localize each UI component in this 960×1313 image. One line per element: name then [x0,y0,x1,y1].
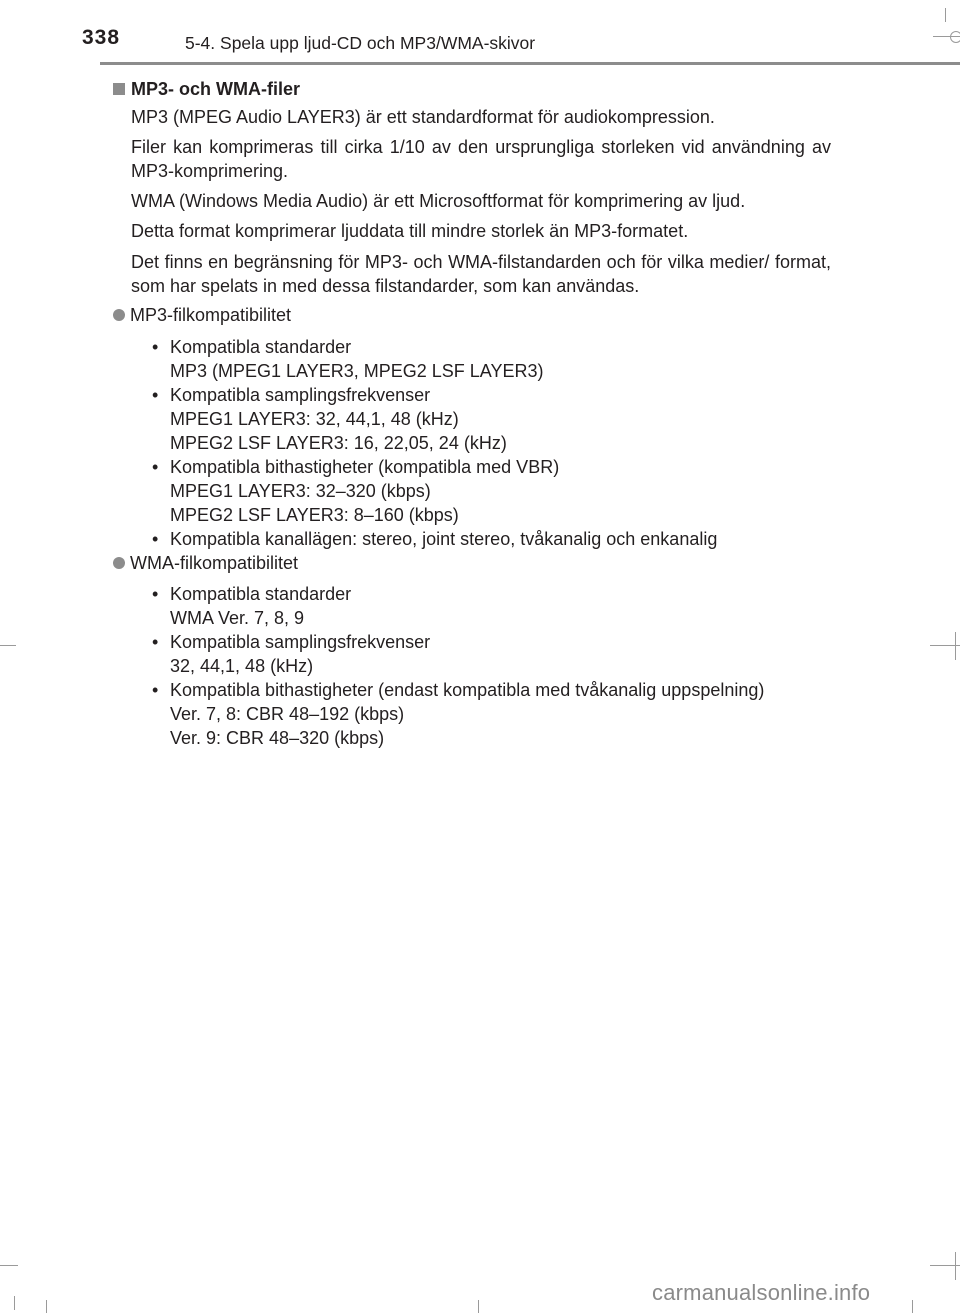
crop-mark [14,1296,15,1310]
list-item [152,678,852,750]
page-header [0,0,960,70]
bullet-dot-icon: • [152,385,159,405]
paragraph-wma-format: Detta format komprimerar ljuddata till mindre storlek än MP3-formatet. [131,221,689,241]
wma-compat-heading [113,551,298,575]
crop-mark [46,1300,47,1313]
list-item [152,630,852,678]
crop-mark [945,8,946,22]
list-item [152,383,852,455]
mp3-compat-list [152,335,852,551]
wma-compat-heading-text: WMA-filkompatibilitet [130,553,299,573]
square-bullet-icon [113,83,125,95]
bullet-dot-icon: • [152,680,159,700]
list-item [152,582,852,630]
bullet-dot-icon: • [152,632,159,652]
list-item-detail: MPEG2 LSF LAYER3: 16, 22,05, 24 (kHz) [170,433,507,453]
list-item-detail: MPEG1 LAYER3: 32–320 (kbps) [170,481,431,501]
crop-mark [912,1300,913,1313]
bullet-dot-icon: • [152,337,159,357]
list-item-detail: 32, 44,1, 48 (kHz) [170,656,314,676]
paragraph-compression: Filer kan komprimeras till cirka 1/10 av den ursprungliga storleken vid användning av MP3-komprimering. [131,137,831,181]
mp3-compat-heading-text: MP3-filkompatibilitet [130,305,292,325]
crop-mark [955,632,956,660]
chapter-title: 5-4. Spela upp ljud-CD och MP3/WMA-skivor [185,33,536,53]
header-rule [100,62,960,65]
list-item-label: Kompatibla standarder [170,584,352,604]
list-item-detail: MPEG2 LSF LAYER3: 8–160 (kbps) [170,505,459,525]
list-item-label: Kompatibla standarder [170,337,352,357]
list-item [152,335,852,383]
mp3-compat-heading [113,303,291,327]
section-heading [113,78,300,100]
list-item-detail: Ver. 7, 8: CBR 48–192 (kbps) [170,704,405,724]
crop-mark [0,645,16,646]
paragraph-mp3-intro: MP3 (MPEG Audio LAYER3) är ett standardformat för audiokompression. [131,107,715,127]
list-item-label: Kompatibla samplingsfrekvenser [170,385,431,405]
list-item-label: Kompatibla kanallägen: stereo, joint stereo, tvåkanalig och enkanalig [170,529,718,549]
watermark: carmanualsonline.info [652,1280,871,1305]
paragraph-wma-intro: WMA (Windows Media Audio) är ett Microsoftformat för komprimering av ljud. [131,191,746,211]
bullet-dot-icon: • [152,584,159,604]
registration-mark [950,31,960,43]
list-item-detail: MP3 (MPEG1 LAYER3, MPEG2 LSF LAYER3) [170,361,544,381]
list-item [152,455,852,527]
crop-mark [0,1265,18,1266]
list-item-detail: MPEG1 LAYER3: 32, 44,1, 48 (kHz) [170,409,459,429]
crop-mark [478,1300,479,1313]
page-number: 338 [82,26,121,49]
list-item-label: Kompatibla samplingsfrekvenser [170,632,431,652]
list-item-detail: WMA Ver. 7, 8, 9 [170,608,305,628]
section-heading-text: MP3- och WMA-filer [131,79,300,99]
crop-mark [955,1252,956,1280]
list-item [152,527,852,551]
list-item-label: Kompatibla bithastigheter (kompatibla med VBR) [170,457,560,477]
circle-bullet-icon [113,309,125,321]
paragraph-limitation: Det finns en begränsning för MP3- och WMA-filstandarden och för vilka medier/ format, som har spelats in med dessa filstandarder, som kan användas. [131,252,831,296]
list-item-label: Kompatibla bithastigheter (endast kompatibla med tvåkanalig uppspelning) [170,680,765,700]
bullet-dot-icon: • [152,529,159,549]
wma-compat-list [152,582,852,750]
circle-bullet-icon [113,557,125,569]
bullet-dot-icon: • [152,457,159,477]
list-item-detail: Ver. 9: CBR 48–320 (kbps) [170,728,385,748]
